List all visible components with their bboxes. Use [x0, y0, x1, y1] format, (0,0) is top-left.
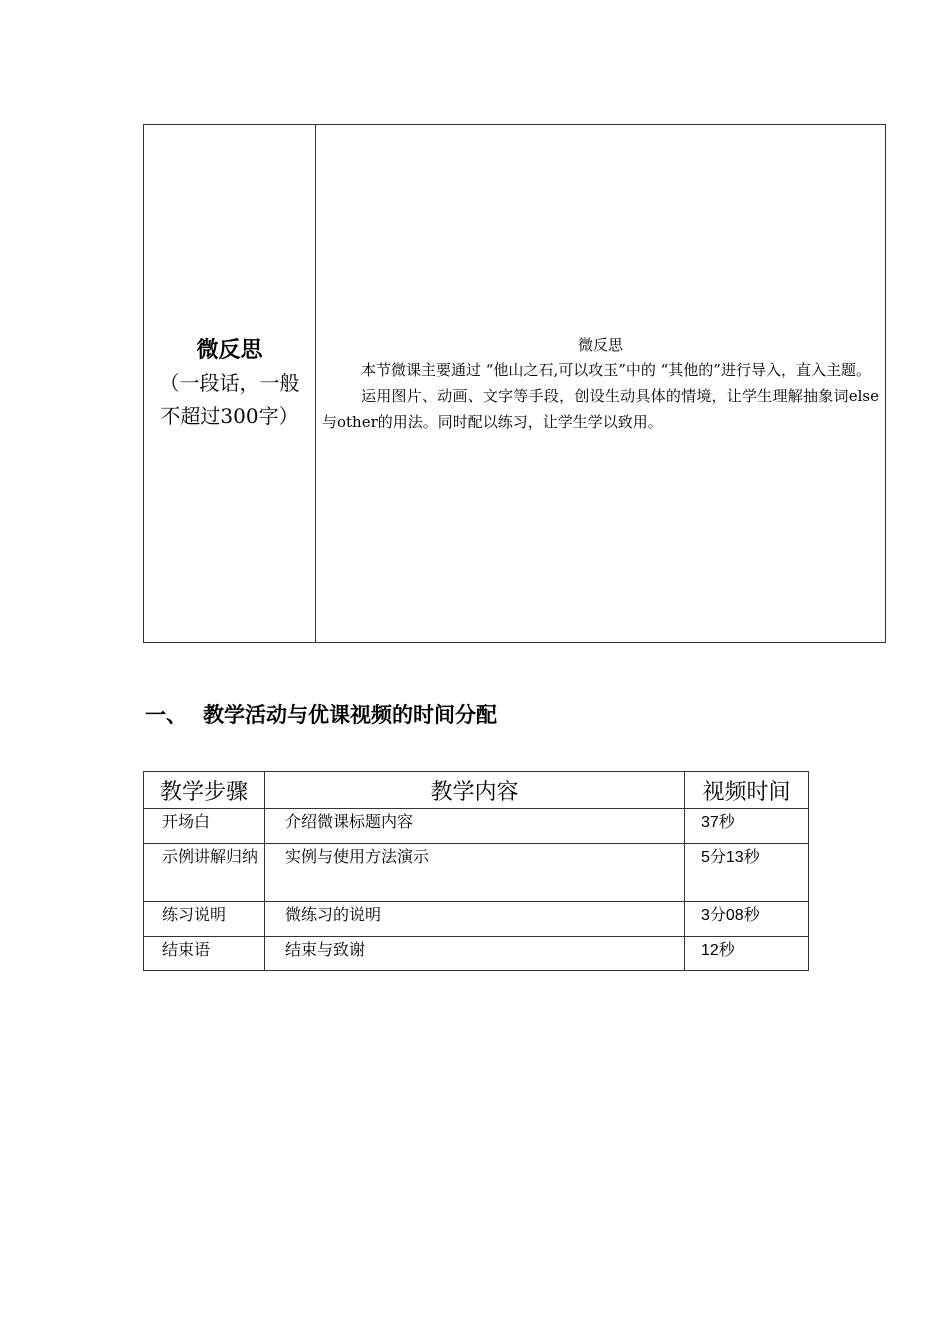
- content-cell: 结束与致谢: [265, 937, 685, 971]
- header-time: 视频时间: [685, 772, 809, 809]
- time-cell: 3分08秒: [685, 902, 809, 937]
- time-cell: 5分13秒: [685, 844, 809, 902]
- reflection-table: [143, 124, 886, 643]
- table-row: [144, 809, 809, 844]
- reflection-subtitle: （一段话，一般不超过300字）: [159, 370, 300, 428]
- section-heading: [145, 700, 497, 730]
- reflection-body-heading: 微反思: [577, 335, 623, 354]
- header-content: 教学内容: [265, 772, 685, 809]
- reflection-paragraph-1: 本节微课主要通过 “他山之石,可以攻玉”中的 “其他的”进行导入，直入主题。: [361, 360, 871, 379]
- reflection-title: 微反思: [196, 337, 263, 363]
- step-cell: 练习说明: [144, 902, 265, 937]
- content-cell: 介绍微课标题内容: [265, 809, 685, 844]
- reflection-label-cell: [144, 125, 316, 642]
- step-cell: 开场白: [144, 809, 265, 844]
- table-row: [144, 937, 809, 971]
- table-header-row: [144, 772, 809, 809]
- content-cell: 微练习的说明: [265, 902, 685, 937]
- time-allocation-table: [143, 771, 809, 971]
- step-cell: 结束语: [144, 937, 265, 971]
- time-cell: 12秒: [685, 937, 809, 971]
- step-cell: 示例讲解归纳: [144, 844, 265, 902]
- reflection-content-cell: [322, 125, 879, 642]
- table-row: [144, 844, 809, 902]
- reflection-paragraph-2: 运用图片、动画、文字等手段，创设生动具体的情境，让学生理解抽象词else与other的用法。同时配以练习，让学生学以致用。: [322, 386, 879, 431]
- table-row: [144, 902, 809, 937]
- section-title: 教学活动与优课视频的时间分配: [203, 703, 497, 727]
- header-step: 教学步骤: [144, 772, 265, 809]
- section-number: 一、: [145, 703, 187, 727]
- time-cell: 37秒: [685, 809, 809, 844]
- content-cell: 实例与使用方法演示: [265, 844, 685, 902]
